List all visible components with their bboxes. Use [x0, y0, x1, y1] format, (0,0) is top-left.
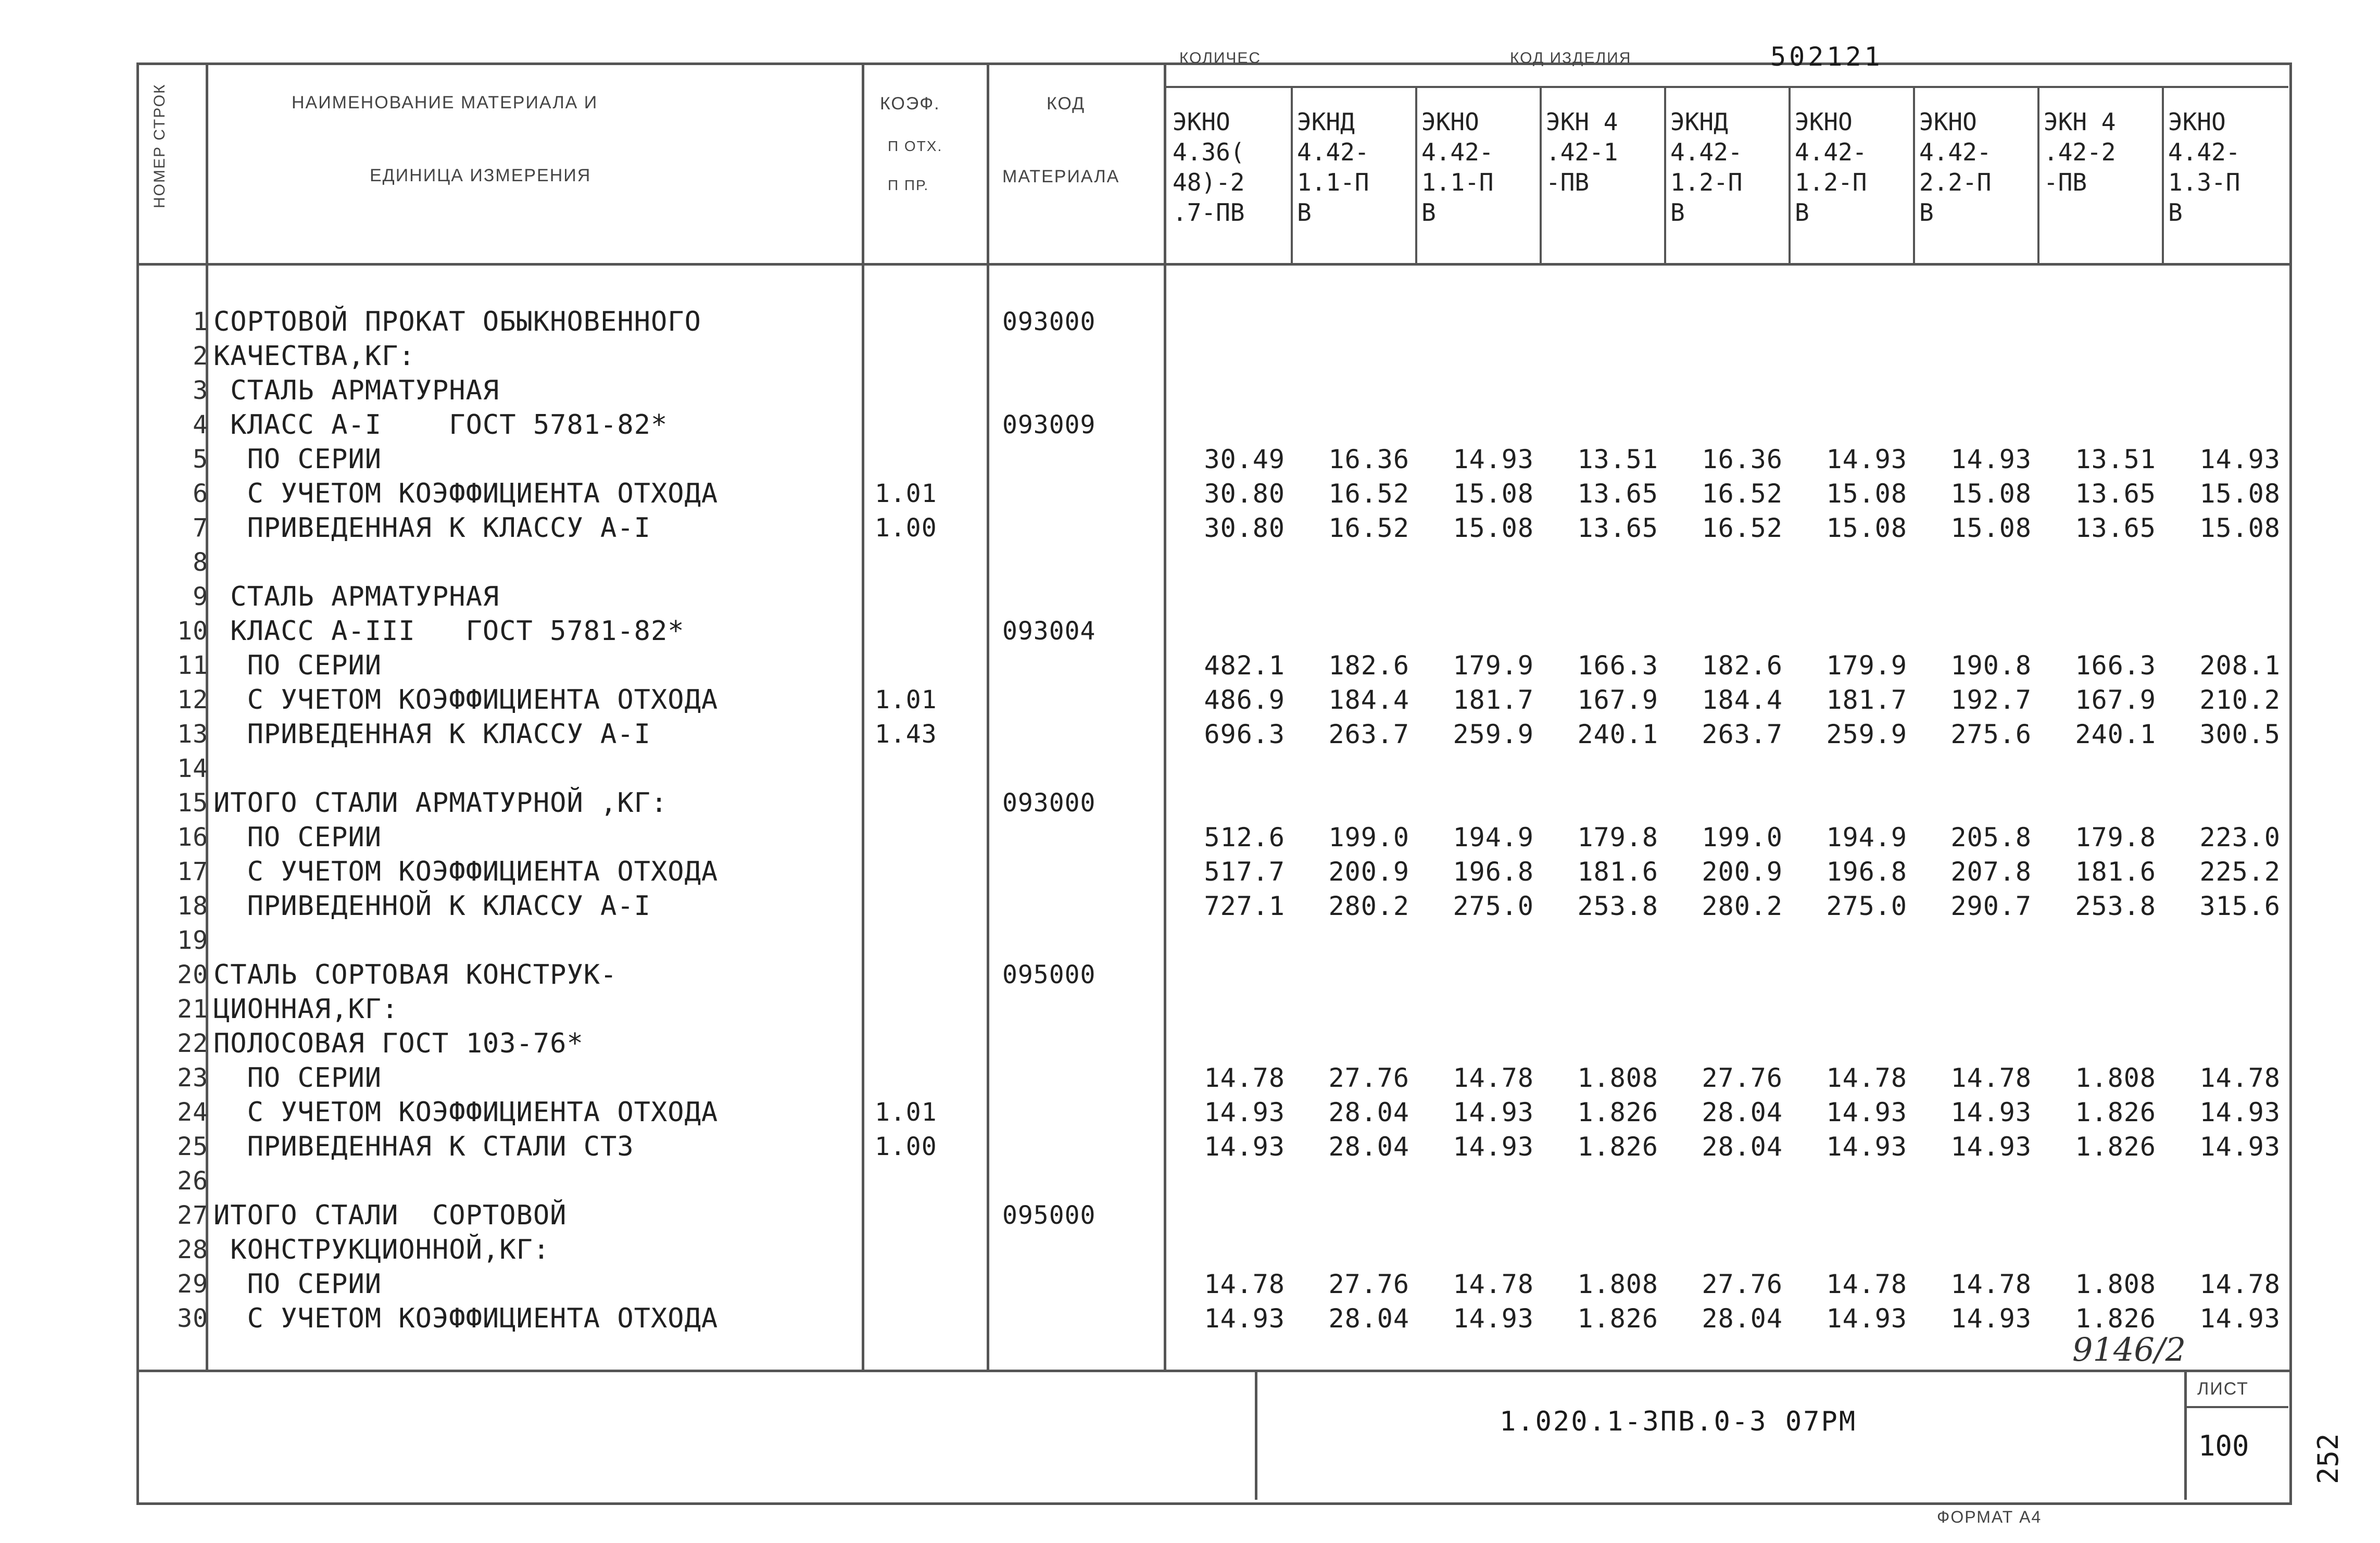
- quantity-cell: 14.93: [1950, 444, 2032, 474]
- quantity-cell: 194.9: [1826, 822, 1907, 852]
- material-code: 093000: [1002, 307, 1096, 336]
- quantity-cell: 182.6: [1702, 650, 1783, 681]
- table-row: [0, 1095, 2286, 1130]
- product-header-line: В: [2168, 198, 2183, 227]
- row-number: 28: [177, 1235, 208, 1264]
- table-row: [0, 442, 2286, 476]
- footer-sep-right: [2184, 1371, 2187, 1500]
- row-number: 14: [177, 754, 208, 783]
- quantity-cell: 263.7: [1702, 719, 1783, 749]
- quantity-cell: 13.65: [1577, 479, 1658, 509]
- col-coef-label-1: КОЭФ.: [880, 94, 940, 114]
- material-name: ИТОГО СТАЛИ АРМАТУРНОЙ ,КГ:: [213, 787, 668, 819]
- coefficient: 1.01: [875, 685, 937, 714]
- table-row: [0, 992, 2286, 1026]
- quantity-cell: 28.04: [1328, 1303, 1409, 1334]
- quantity-cell: 14.78: [1826, 1269, 1907, 1299]
- table-row: [0, 614, 2286, 648]
- material-name: СТАЛЬ СОРТОВАЯ КОНСТРУК-: [213, 959, 618, 990]
- quantity-cell: 182.6: [1328, 650, 1409, 681]
- col-name-label-1: НАИМЕНОВАНИЕ МАТЕРИАЛА И: [292, 93, 598, 112]
- material-code: 095000: [1002, 960, 1096, 989]
- product-header-line: -ПВ: [2044, 168, 2087, 196]
- quantity-cell: 14.78: [2199, 1269, 2281, 1299]
- material-name: СОРТОВОЙ ПРОКАТ ОБЫКНОВЕННОГО: [213, 306, 701, 337]
- quantity-cell: 14.78: [1950, 1269, 2032, 1299]
- quantity-cell: 181.6: [1577, 857, 1658, 887]
- quantity-cell: 259.9: [1453, 719, 1534, 749]
- material-name: ПРИВЕДЕННОЙ К КЛАССУ А-I: [213, 890, 651, 922]
- quantity-cell: 14.93: [1204, 1097, 1285, 1127]
- material-name: С УЧЕТОМ КОЭФФИЦИЕНТА ОТХОДА: [213, 1097, 719, 1128]
- quantity-cell: 15.08: [2199, 479, 2281, 509]
- coefficient: 1.01: [875, 1098, 937, 1127]
- quantity-cell: 240.1: [2075, 719, 2156, 749]
- table-row: [0, 305, 2286, 339]
- material-name: ЦИОННАЯ,КГ:: [213, 994, 399, 1025]
- row-number: 30: [177, 1304, 208, 1333]
- quantity-cell: 27.76: [1702, 1063, 1783, 1093]
- table-row: [0, 1026, 2286, 1061]
- quantity-cell: 30.49: [1204, 444, 1285, 474]
- quantity-cell: 15.08: [1826, 479, 1907, 509]
- quantity-cell: 486.9: [1204, 685, 1285, 715]
- product-header-line: 1.2-П: [1795, 168, 1867, 196]
- material-name: С УЧЕТОМ КОЭФФИЦИЕНТА ОТХОДА: [213, 478, 719, 509]
- quantity-cell: 253.8: [1577, 891, 1658, 921]
- quantity-cell: 200.9: [1328, 857, 1409, 887]
- quantity-cell: 15.08: [1453, 513, 1534, 543]
- table-row: [0, 373, 2286, 408]
- quantity-cell: 199.0: [1702, 822, 1783, 852]
- quantity-cell: 259.9: [1826, 719, 1907, 749]
- material-code: 093004: [1002, 617, 1096, 646]
- row-number: 22: [177, 1029, 208, 1058]
- product-header-line: ЭКНО: [1919, 108, 1977, 136]
- material-name: СТАЛЬ АРМАТУРНАЯ: [213, 375, 500, 406]
- coefficient: 1.00: [875, 513, 937, 543]
- quantity-cell: 27.76: [1702, 1269, 1783, 1299]
- quantity-cell: 28.04: [1702, 1132, 1783, 1162]
- quantity-cell: 14.93: [1826, 1303, 1907, 1334]
- table-row: [0, 820, 2286, 855]
- quantity-cell: 28.04: [1328, 1097, 1409, 1127]
- row-number: 13: [177, 720, 208, 749]
- material-name: С УЧЕТОМ КОЭФФИЦИЕНТА ОТХОДА: [213, 1303, 719, 1334]
- quantity-cell: 14.93: [1204, 1303, 1285, 1334]
- material-name: ПО СЕРИИ: [213, 1062, 382, 1094]
- col-code-label-2: МАТЕРИАЛА: [1002, 167, 1120, 186]
- quantity-cell: 1.808: [2075, 1063, 2156, 1093]
- table-row: [0, 1233, 2286, 1267]
- sheet-number: 100: [2198, 1429, 2249, 1462]
- handwritten-note: 9146/2: [2072, 1331, 2186, 1369]
- row-number: 9: [193, 582, 208, 611]
- quantity-cell: 14.93: [1453, 1097, 1534, 1127]
- row-number: 5: [193, 445, 208, 474]
- quantity-cell: 14.93: [2199, 1097, 2281, 1127]
- quantity-cell: 194.9: [1453, 822, 1534, 852]
- row-number: 4: [193, 410, 208, 440]
- material-name: СТАЛЬ АРМАТУРНАЯ: [213, 581, 500, 612]
- quantity-cell: 190.8: [1950, 650, 2032, 681]
- quantity-cell: 15.08: [2199, 513, 2281, 543]
- header-divider: [136, 263, 2289, 266]
- side-number: 252: [2312, 1433, 2345, 1484]
- table-row: [0, 1267, 2286, 1301]
- quantity-cell: 14.93: [1826, 1132, 1907, 1162]
- row-number: 6: [193, 479, 208, 508]
- quantity-cell: 14.78: [1204, 1063, 1285, 1093]
- col-coef-label-2: П ОТХ.: [888, 138, 943, 154]
- quantity-cell: 14.93: [1826, 444, 1907, 474]
- product-col-sep: [1415, 86, 1417, 263]
- quantity-cell: 275.0: [1826, 891, 1907, 921]
- col-code-label-1: КОД: [1047, 94, 1086, 114]
- quantity-cell: 14.93: [1453, 1303, 1534, 1334]
- product-col-sep: [1540, 86, 1542, 263]
- product-header: [1670, 107, 1742, 228]
- product-header: [1297, 107, 1369, 228]
- quantity-cell: 1.826: [2075, 1097, 2156, 1127]
- quantity-cell: 14.78: [1453, 1063, 1534, 1093]
- product-header: [2168, 107, 2240, 228]
- product-header-line: 4.42-: [2168, 138, 2240, 166]
- product-header-line: 4.42-: [1297, 138, 1369, 166]
- table-row: [0, 511, 2286, 545]
- table-row: [0, 889, 2286, 923]
- product-header-line: ЭКНО: [1173, 108, 1230, 136]
- product-header-line: В: [1795, 198, 1809, 227]
- row-number: 27: [177, 1201, 208, 1230]
- product-header: [1546, 107, 1618, 197]
- quantity-cell: 727.1: [1204, 891, 1285, 921]
- quantity-cell: 14.78: [1826, 1063, 1907, 1093]
- table-row: [0, 683, 2286, 717]
- quantity-cell: 16.52: [1328, 479, 1409, 509]
- footer-sep-left: [1255, 1371, 1257, 1500]
- product-code-value: 502121: [1770, 42, 1883, 72]
- product-header-line: 4.42-: [1919, 138, 1992, 166]
- material-name: ПО СЕРИИ: [213, 1269, 382, 1300]
- format-label: ФОРМАТ А4: [1937, 1508, 2042, 1526]
- table-row: [0, 339, 2286, 373]
- quantity-cell: 15.08: [1453, 479, 1534, 509]
- material-name: ПРИВЕДЕННАЯ К КЛАССУ А-I: [213, 719, 651, 750]
- quantity-cell: 275.0: [1453, 891, 1534, 921]
- quantity-cell: 16.36: [1702, 444, 1783, 474]
- quantity-cell: 14.78: [2199, 1063, 2281, 1093]
- table-row: [0, 1301, 2286, 1336]
- col-coef-label-3: П ПР.: [888, 177, 929, 193]
- quantity-cell: 15.08: [1950, 479, 2032, 509]
- products-header-divider: [1164, 86, 2288, 88]
- quantity-cell: 181.7: [1453, 685, 1534, 715]
- product-header-line: 1.1-П: [1297, 168, 1369, 196]
- quantity-cell: 205.8: [1950, 822, 2032, 852]
- product-header-line: .7-ПВ: [1173, 198, 1245, 227]
- product-col-sep: [2162, 86, 2164, 263]
- product-header-line: 4.42-: [1670, 138, 1743, 166]
- col-name-label-2: ЕДИНИЦА ИЗМЕРЕНИЯ: [370, 166, 591, 185]
- quantity-cell: 30.80: [1204, 479, 1285, 509]
- product-col-sep: [2037, 86, 2039, 263]
- row-number: 15: [177, 788, 208, 818]
- row-number: 16: [177, 823, 208, 852]
- quantity-cell: 16.52: [1702, 513, 1783, 543]
- material-name: ПРИВЕДЕННАЯ К СТАЛИ СТ3: [213, 1131, 634, 1162]
- material-name: С УЧЕТОМ КОЭФФИЦИЕНТА ОТХОДА: [213, 684, 719, 716]
- sheet-label: ЛИСТ: [2197, 1379, 2249, 1399]
- quantity-cell: 196.8: [1453, 857, 1534, 887]
- quantity-cell: 14.93: [2199, 444, 2281, 474]
- quantity-cell: 1.826: [1577, 1097, 1658, 1127]
- quantity-cell: 16.36: [1328, 444, 1409, 474]
- product-header-line: -ПВ: [1546, 168, 1590, 196]
- quantity-cell: 16.52: [1328, 513, 1409, 543]
- row-number: 29: [177, 1270, 208, 1299]
- product-header-line: ЭКНД: [1670, 108, 1728, 136]
- product-col-sep: [1789, 86, 1791, 263]
- product-header-line: .42-2: [2044, 138, 2116, 166]
- quantity-cell: 14.93: [1453, 1132, 1534, 1162]
- product-header-line: ЭКНО: [2168, 108, 2226, 136]
- quantity-cell: 14.78: [1950, 1063, 2032, 1093]
- table-row: [0, 923, 2286, 958]
- quantity-cell: 14.93: [1950, 1303, 2032, 1334]
- product-header-line: ЭКНО: [1795, 108, 1853, 136]
- material-name: ИТОГО СТАЛИ СОРТОВОЙ: [213, 1200, 567, 1231]
- coefficient: 1.01: [875, 479, 937, 508]
- product-header-line: ЭКНД: [1297, 108, 1355, 136]
- quantity-cell: 223.0: [2199, 822, 2281, 852]
- quantity-cell: 179.8: [1577, 822, 1658, 852]
- quantity-cell: 1.826: [1577, 1303, 1658, 1334]
- row-number: 23: [177, 1063, 208, 1093]
- quantity-cell: 225.2: [2199, 857, 2281, 887]
- row-number: 21: [177, 995, 208, 1024]
- material-code: 095000: [1002, 1201, 1096, 1230]
- product-header-line: ЭКНО: [1421, 108, 1479, 136]
- product-header-line: 4.36(: [1173, 138, 1245, 166]
- product-header-line: В: [1297, 198, 1312, 227]
- row-number: 17: [177, 857, 208, 886]
- quantity-cell: 167.9: [1577, 685, 1658, 715]
- product-header-line: 1.3-П: [2168, 168, 2240, 196]
- quantity-cell: 14.93: [1826, 1097, 1907, 1127]
- quantity-cell: 167.9: [2075, 685, 2156, 715]
- row-number: 18: [177, 892, 208, 921]
- quantity-cell: 28.04: [1702, 1303, 1783, 1334]
- quantity-cell: 192.7: [1950, 685, 2032, 715]
- material-name: КАЧЕСТВА,КГ:: [213, 341, 415, 372]
- quantity-cell: 199.0: [1328, 822, 1409, 852]
- row-number: 11: [177, 651, 208, 680]
- quantity-cell: 13.65: [2075, 479, 2156, 509]
- row-number: 1: [193, 307, 208, 336]
- quantity-cell: 179.9: [1826, 650, 1907, 681]
- product-header: [1421, 107, 1493, 228]
- table-row: [0, 1061, 2286, 1095]
- quantity-cell: 512.6: [1204, 822, 1285, 852]
- quantity-cell: 1.826: [1577, 1132, 1658, 1162]
- material-name: КЛАСС А-I ГОСТ 5781-82*: [213, 409, 668, 441]
- quantity-cell: 179.9: [1453, 650, 1534, 681]
- material-name: ПО СЕРИИ: [213, 822, 382, 853]
- row-number: 20: [177, 960, 208, 989]
- product-header: [1795, 107, 1867, 228]
- table-row: [0, 717, 2286, 751]
- quantity-cell: 517.7: [1204, 857, 1285, 887]
- quantity-cell: 13.65: [2075, 513, 2156, 543]
- row-number: 19: [177, 926, 208, 955]
- quantity-cell: 263.7: [1328, 719, 1409, 749]
- coefficient: 1.00: [875, 1132, 937, 1161]
- quantity-cell: 290.7: [1950, 891, 2032, 921]
- quantity-cell: 179.8: [2075, 822, 2156, 852]
- table-row: [0, 408, 2286, 442]
- product-header: [2044, 107, 2115, 197]
- row-number: 2: [193, 342, 208, 371]
- table-row: [0, 751, 2286, 786]
- product-col-sep: [1664, 86, 1666, 263]
- row-number: 25: [177, 1132, 208, 1161]
- quantity-cell: 1.826: [2075, 1132, 2156, 1162]
- quantity-cell: 184.4: [1328, 685, 1409, 715]
- quantity-cell: 14.93: [2199, 1303, 2281, 1334]
- quantity-cell: 210.2: [2199, 685, 2281, 715]
- product-header-line: 48)-2: [1173, 168, 1245, 196]
- table-row: [0, 958, 2286, 992]
- row-number: 8: [193, 548, 208, 577]
- product-header-line: В: [1919, 198, 1934, 227]
- table-row: [0, 1130, 2286, 1164]
- quantity-cell: 16.52: [1702, 479, 1783, 509]
- quantity-cell: 14.93: [1453, 444, 1534, 474]
- material-name: ПО СЕРИИ: [213, 444, 382, 475]
- quantity-cell: 166.3: [2075, 650, 2156, 681]
- table-row: [0, 476, 2286, 511]
- material-name: ПО СЕРИИ: [213, 650, 382, 681]
- footer-divider: [136, 1370, 2289, 1372]
- quantity-cell: 166.3: [1577, 650, 1658, 681]
- quantity-cell: 13.65: [1577, 513, 1658, 543]
- material-code: 093009: [1002, 410, 1096, 440]
- col-rownum-label: НОМЕР СТРОК: [151, 83, 168, 208]
- quantity-cell: 253.8: [2075, 891, 2156, 921]
- product-header: [1173, 107, 1244, 228]
- qty-label: КОЛИЧЕС: [1179, 49, 1262, 67]
- table-row: [0, 580, 2286, 614]
- material-code: 093000: [1002, 788, 1096, 818]
- quantity-cell: 27.76: [1328, 1269, 1409, 1299]
- product-code-label: КОД ИЗДЕЛИЯ: [1510, 49, 1632, 67]
- quantity-cell: 181.6: [2075, 857, 2156, 887]
- quantity-cell: 181.7: [1826, 685, 1907, 715]
- quantity-cell: 1.808: [1577, 1063, 1658, 1093]
- row-number: 12: [177, 685, 208, 714]
- quantity-cell: 1.808: [2075, 1269, 2156, 1299]
- quantity-cell: 696.3: [1204, 719, 1285, 749]
- quantity-cell: 315.6: [2199, 891, 2281, 921]
- table-row: [0, 1164, 2286, 1198]
- product-header: [1919, 107, 1991, 228]
- product-col-sep: [1913, 86, 1915, 263]
- quantity-cell: 280.2: [1328, 891, 1409, 921]
- table-row: [0, 545, 2286, 580]
- row-number: 7: [193, 513, 208, 543]
- quantity-cell: 300.5: [2199, 719, 2281, 749]
- quantity-cell: 30.80: [1204, 513, 1285, 543]
- quantity-cell: 14.93: [2199, 1132, 2281, 1162]
- quantity-cell: 14.78: [1204, 1269, 1285, 1299]
- quantity-cell: 13.51: [2075, 444, 2156, 474]
- table-row: [0, 786, 2286, 820]
- quantity-cell: 1.826: [2075, 1303, 2156, 1334]
- product-header-line: В: [1670, 198, 1685, 227]
- quantity-cell: 14.78: [1453, 1269, 1534, 1299]
- table-row: [0, 648, 2286, 683]
- quantity-cell: 200.9: [1702, 857, 1783, 887]
- quantity-cell: 280.2: [1702, 891, 1783, 921]
- product-header-line: 2.2-П: [1919, 168, 1992, 196]
- product-header-line: В: [1421, 198, 1436, 227]
- quantity-cell: 275.6: [1950, 719, 2032, 749]
- quantity-cell: 208.1: [2199, 650, 2281, 681]
- document-code: 1.020.1-3ПВ.0-3 07РМ: [1500, 1406, 1857, 1437]
- table-row: [0, 1198, 2286, 1233]
- quantity-cell: 15.08: [1826, 513, 1907, 543]
- product-header-line: 1.2-П: [1670, 168, 1743, 196]
- quantity-cell: 28.04: [1702, 1097, 1783, 1127]
- quantity-cell: 14.93: [1204, 1132, 1285, 1162]
- product-header-line: ЭКН 4: [1546, 108, 1618, 136]
- row-number: 26: [177, 1166, 208, 1196]
- row-number: 24: [177, 1098, 208, 1127]
- material-name: ПОЛОСОВАЯ ГОСТ 103-76*: [213, 1028, 584, 1059]
- product-header-line: 4.42-: [1421, 138, 1494, 166]
- quantity-cell: 482.1: [1204, 650, 1285, 681]
- quantity-cell: 196.8: [1826, 857, 1907, 887]
- material-name: КОНСТРУКЦИОННОЙ,КГ:: [213, 1234, 550, 1265]
- quantity-cell: 184.4: [1702, 685, 1783, 715]
- quantity-cell: 240.1: [1577, 719, 1658, 749]
- product-header-line: 4.42-: [1795, 138, 1867, 166]
- quantity-cell: 14.93: [1950, 1132, 2032, 1162]
- product-header-line: 1.1-П: [1421, 168, 1494, 196]
- sheet-label-divider: [2184, 1406, 2288, 1408]
- row-number: 3: [193, 376, 208, 405]
- product-header-line: ЭКН 4: [2044, 108, 2116, 136]
- row-number: 10: [177, 617, 208, 646]
- material-name: ПРИВЕДЕННАЯ К КЛАССУ А-I: [213, 512, 651, 544]
- quantity-cell: 28.04: [1328, 1132, 1409, 1162]
- quantity-cell: 13.51: [1577, 444, 1658, 474]
- quantity-cell: 27.76: [1328, 1063, 1409, 1093]
- quantity-cell: 14.93: [1950, 1097, 2032, 1127]
- quantity-cell: 1.808: [1577, 1269, 1658, 1299]
- product-col-sep: [1291, 86, 1293, 263]
- material-name: КЛАСС А-III ГОСТ 5781-82*: [213, 616, 685, 647]
- product-header-line: .42-1: [1546, 138, 1618, 166]
- table-row: [0, 855, 2286, 889]
- quantity-cell: 15.08: [1950, 513, 2032, 543]
- coefficient: 1.43: [875, 720, 937, 749]
- material-name: С УЧЕТОМ КОЭФФИЦИЕНТА ОТХОДА: [213, 856, 719, 887]
- quantity-cell: 207.8: [1950, 857, 2032, 887]
